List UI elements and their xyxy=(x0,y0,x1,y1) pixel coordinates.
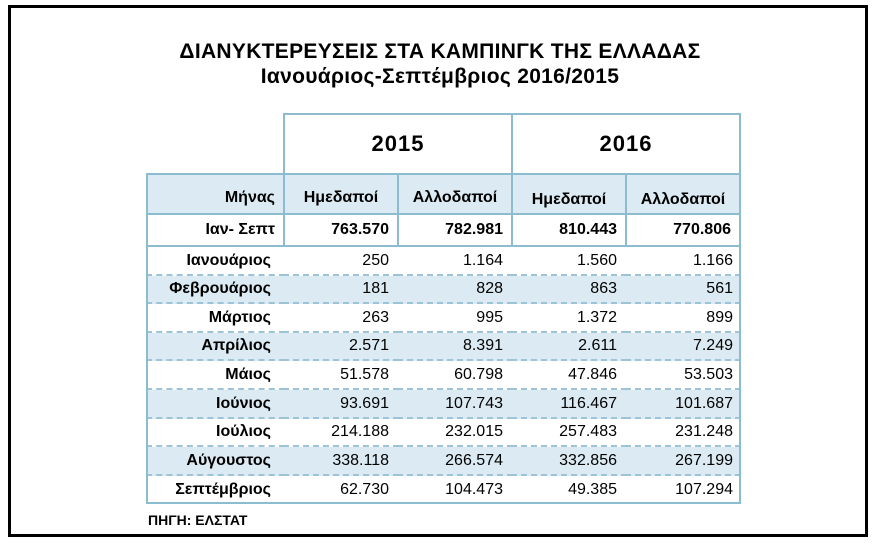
domestic-2015-cell: 62.730 xyxy=(283,476,399,504)
foreign-2015-cell: 60.798 xyxy=(397,361,513,390)
foreign-2015-cell: 828 xyxy=(397,276,513,304)
foreign-2016-cell: 899 xyxy=(625,304,741,333)
foreign-2015-cell: 104.473 xyxy=(397,476,513,504)
domestic-2016-cell: 1.560 xyxy=(511,247,627,276)
domestic-2016-cell: 47.846 xyxy=(511,361,627,390)
domestic-2015-cell: 263 xyxy=(283,304,399,333)
domestic-2015-cell: 51.578 xyxy=(283,361,399,390)
domestic-2015-cell: 338.118 xyxy=(283,447,399,476)
total-foreign-2016: 770.806 xyxy=(625,213,741,247)
month-cell: Ιανουάριος xyxy=(146,247,285,276)
domestic-2016-cell: 257.483 xyxy=(511,419,627,447)
month-cell: Σεπτέμβριος xyxy=(146,476,285,504)
foreign-2016-cell: 7.249 xyxy=(625,333,741,361)
total-label: Ιαν- Σεπτ xyxy=(146,213,285,247)
domestic-2015-cell: 214.188 xyxy=(283,419,399,447)
year-2015-header: 2015 xyxy=(283,113,513,175)
header-domestic-2016: Ημεδαποί xyxy=(511,173,627,215)
domestic-2016-cell: 1.372 xyxy=(511,304,627,333)
table-subtitle: Ιανουάριος-Σεπτέμβριος 2016/2015 xyxy=(260,65,620,88)
foreign-2016-cell: 53.503 xyxy=(625,361,741,390)
month-cell: Ιούνιος xyxy=(146,390,285,419)
month-cell: Απρίλιος xyxy=(146,333,285,361)
foreign-2015-cell: 1.164 xyxy=(397,247,513,276)
month-cell: Μάιος xyxy=(146,361,285,390)
domestic-2016-cell: 332.856 xyxy=(511,447,627,476)
month-cell: Αύγουστος xyxy=(146,447,285,476)
foreign-2016-cell: 107.294 xyxy=(625,476,741,504)
total-foreign-2015: 782.981 xyxy=(397,213,513,247)
domestic-2015-cell: 93.691 xyxy=(283,390,399,419)
domestic-2015-cell: 181 xyxy=(283,276,399,304)
domestic-2016-cell: 116.467 xyxy=(511,390,627,419)
domestic-2016-cell: 863 xyxy=(511,276,627,304)
foreign-2015-cell: 232.015 xyxy=(397,419,513,447)
foreign-2015-cell: 266.574 xyxy=(397,447,513,476)
foreign-2015-cell: 995 xyxy=(397,304,513,333)
foreign-2016-cell: 561 xyxy=(625,276,741,304)
month-cell: Μάρτιος xyxy=(146,304,285,333)
foreign-2015-cell: 107.743 xyxy=(397,390,513,419)
foreign-2015-cell: 8.391 xyxy=(397,333,513,361)
year-2016-header: 2016 xyxy=(511,113,741,175)
header-month: Μήνας xyxy=(146,173,285,215)
domestic-2016-cell: 49.385 xyxy=(511,476,627,504)
foreign-2016-cell: 267.199 xyxy=(625,447,741,476)
month-cell: Φεβρουάριος xyxy=(146,276,285,304)
header-foreign-2015: Αλλοδαποί xyxy=(397,173,513,215)
foreign-2016-cell: 101.687 xyxy=(625,390,741,419)
domestic-2015-cell: 2.571 xyxy=(283,333,399,361)
domestic-2016-cell: 2.611 xyxy=(511,333,627,361)
foreign-2016-cell: 231.248 xyxy=(625,419,741,447)
header-domestic-2015: Ημεδαποί xyxy=(283,173,399,215)
month-cell: Ιούλιος xyxy=(146,419,285,447)
foreign-2016-cell: 1.166 xyxy=(625,247,741,276)
domestic-2015-cell: 250 xyxy=(283,247,399,276)
total-domestic-2016: 810.443 xyxy=(511,213,627,247)
header-foreign-2016: Αλλοδαποί xyxy=(625,173,741,215)
table-title: ΔΙΑΝΥΚΤΕΡΕΥΣΕΙΣ ΣΤΑ ΚΑΜΠΙΝΓΚ ΤΗΣ ΕΛΛΑΔΑΣ xyxy=(179,40,701,63)
total-domestic-2015: 763.570 xyxy=(283,213,399,247)
source-note: ΠΗΓΗ: ΕΛΣΤΑΤ xyxy=(148,512,248,528)
